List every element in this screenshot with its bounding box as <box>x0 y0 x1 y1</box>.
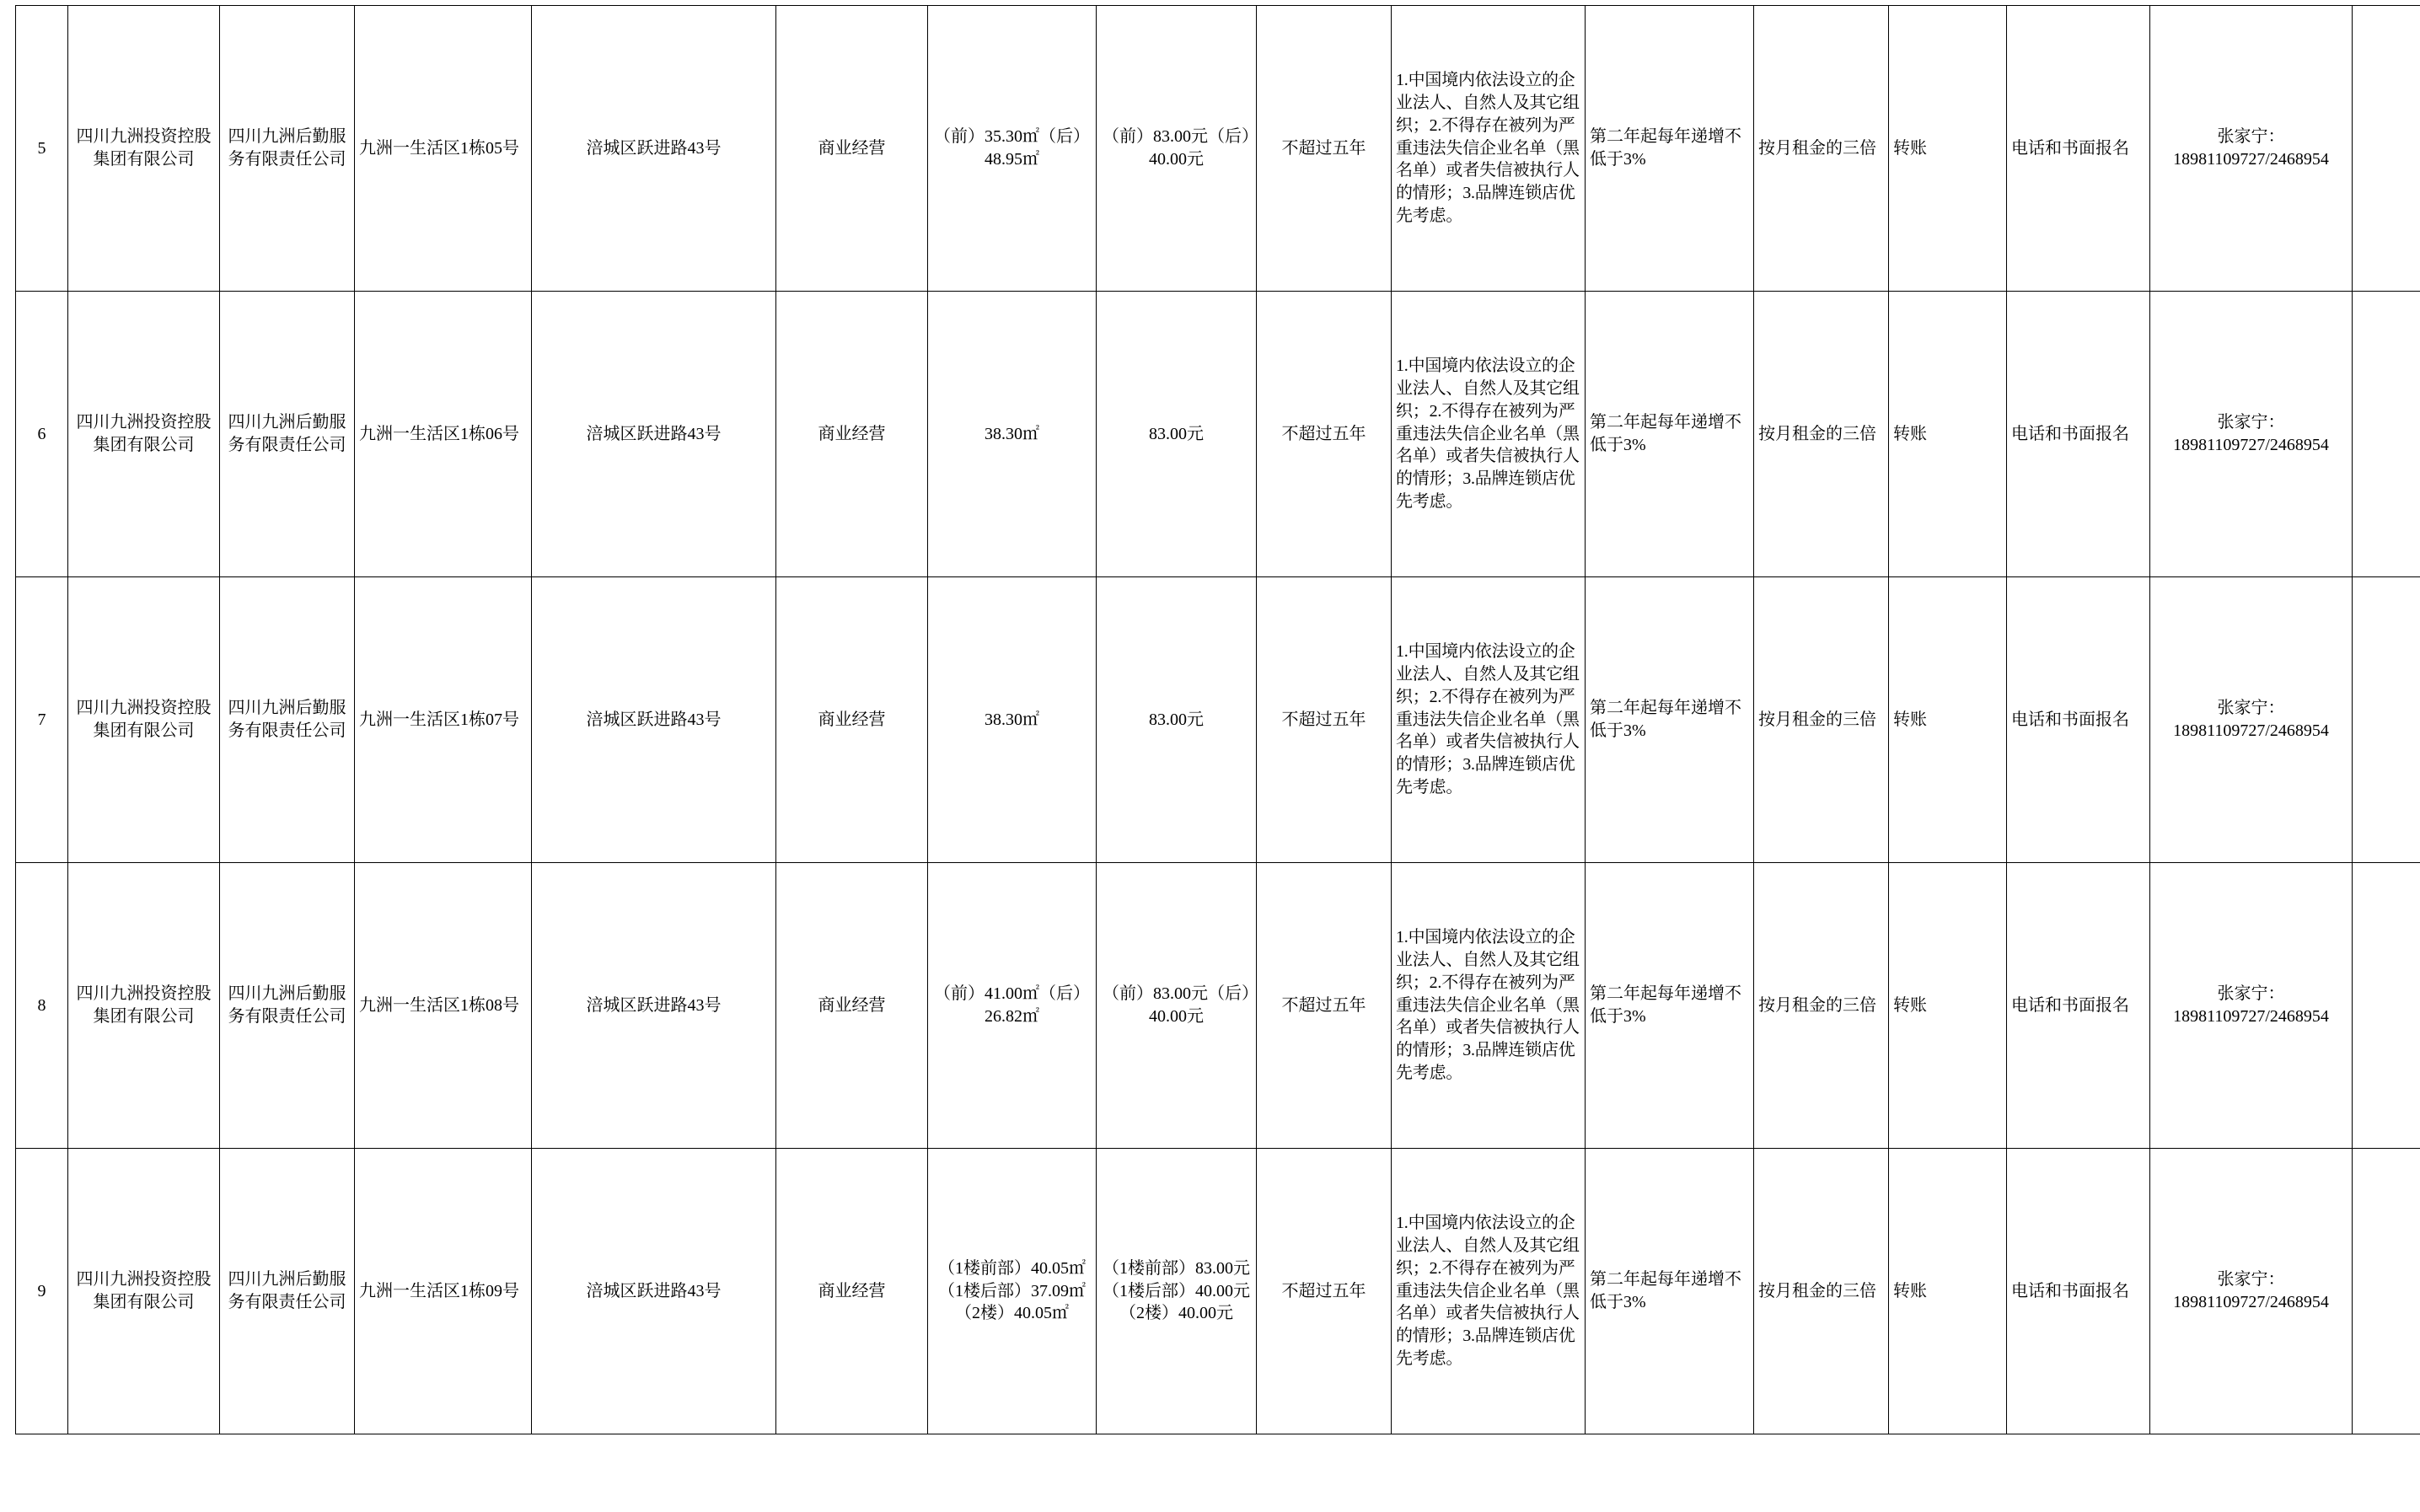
cell-property-name: 九洲一生活区1栋05号 <box>355 6 532 292</box>
cell-usage: 商业经营 <box>776 1149 928 1434</box>
cell-agency: 四川九洲后勤服务有限责任公司 <box>220 6 355 292</box>
cell-agency: 四川九洲后勤服务有限责任公司 <box>220 1149 355 1434</box>
cell-usage: 商业经营 <box>776 577 928 863</box>
cell-property-name: 九洲一生活区1栋07号 <box>355 577 532 863</box>
cell-contact: 张家宁：18981109727/2468954 <box>2150 577 2353 863</box>
cell-address: 涪城区跃进路43号 <box>532 292 776 577</box>
cell-address: 涪城区跃进路43号 <box>532 577 776 863</box>
cell-increase: 第二年起每年递增不低于3% <box>1586 6 1754 292</box>
cell-deposit: 按月租金的三倍 <box>1754 1149 1889 1434</box>
cell-remark <box>2353 863 2420 1149</box>
cell-conditions: 1.中国境内依法设立的企业法人、自然人及其它组织；2.不得存在被列为严重违法失信企业名单（黑名单）或者失信被执行人的情形；3.品牌连锁店优先考虑。 <box>1392 292 1586 577</box>
cell-payment: 转账 <box>1889 6 2007 292</box>
table-body <box>16 6 2420 1434</box>
cell-price: （前）83.00元（后）40.00元 <box>1097 863 1257 1149</box>
cell-contact: 张家宁：18981109727/2468954 <box>2150 1149 2353 1434</box>
cell-price: （前）83.00元（后）40.00元 <box>1097 6 1257 292</box>
cell-remark <box>2353 6 2420 292</box>
cell-index: 7 <box>16 577 68 863</box>
cell-lessor: 四川九洲投资控股集团有限公司 <box>68 577 220 863</box>
cell-address: 涪城区跃进路43号 <box>532 863 776 1149</box>
cell-area: 38.30㎡ <box>928 577 1097 863</box>
cell-increase: 第二年起每年递增不低于3% <box>1586 863 1754 1149</box>
cell-signup: 电话和书面报名 <box>2007 577 2150 863</box>
cell-increase: 第二年起每年递增不低于3% <box>1586 292 1754 577</box>
cell-remark <box>2353 1149 2420 1434</box>
cell-property-name: 九洲一生活区1栋08号 <box>355 863 532 1149</box>
cell-contact: 张家宁：18981109727/2468954 <box>2150 863 2353 1149</box>
cell-price: 83.00元 <box>1097 577 1257 863</box>
cell-increase: 第二年起每年递增不低于3% <box>1586 1149 1754 1434</box>
cell-property-name: 九洲一生活区1栋09号 <box>355 1149 532 1434</box>
cell-address: 涪城区跃进路43号 <box>532 6 776 292</box>
cell-remark <box>2353 292 2420 577</box>
cell-deposit: 按月租金的三倍 <box>1754 577 1889 863</box>
cell-usage: 商业经营 <box>776 6 928 292</box>
cell-payment: 转账 <box>1889 292 2007 577</box>
cell-area: （前）41.00㎡（后）26.82㎡ <box>928 863 1097 1149</box>
cell-agency: 四川九洲后勤服务有限责任公司 <box>220 577 355 863</box>
cell-deposit: 按月租金的三倍 <box>1754 292 1889 577</box>
cell-payment: 转账 <box>1889 863 2007 1149</box>
cell-conditions: 1.中国境内依法设立的企业法人、自然人及其它组织；2.不得存在被列为严重违法失信企业名单（黑名单）或者失信被执行人的情形；3.品牌连锁店优先考虑。 <box>1392 6 1586 292</box>
table-row <box>16 577 2420 863</box>
cell-lessor: 四川九洲投资控股集团有限公司 <box>68 6 220 292</box>
table-row <box>16 1149 2420 1434</box>
cell-deposit: 按月租金的三倍 <box>1754 863 1889 1149</box>
cell-deposit: 按月租金的三倍 <box>1754 6 1889 292</box>
cell-price: 83.00元 <box>1097 292 1257 577</box>
cell-term: 不超过五年 <box>1257 863 1392 1149</box>
cell-area: （1楼前部）40.05㎡（1楼后部）37.09㎡（2楼）40.05㎡ <box>928 1149 1097 1434</box>
cell-lessor: 四川九洲投资控股集团有限公司 <box>68 292 220 577</box>
cell-contact: 张家宁：18981109727/2468954 <box>2150 6 2353 292</box>
cell-payment: 转账 <box>1889 1149 2007 1434</box>
cell-address: 涪城区跃进路43号 <box>532 1149 776 1434</box>
lease-listing-table <box>15 5 2420 1434</box>
cell-usage: 商业经营 <box>776 292 928 577</box>
cell-contact: 张家宁：18981109727/2468954 <box>2150 292 2353 577</box>
cell-signup: 电话和书面报名 <box>2007 863 2150 1149</box>
cell-signup: 电话和书面报名 <box>2007 6 2150 292</box>
cell-area: （前）35.30㎡（后）48.95㎡ <box>928 6 1097 292</box>
cell-price: （1楼前部）83.00元（1楼后部）40.00元（2楼）40.00元 <box>1097 1149 1257 1434</box>
cell-index: 6 <box>16 292 68 577</box>
cell-conditions: 1.中国境内依法设立的企业法人、自然人及其它组织；2.不得存在被列为严重违法失信企业名单（黑名单）或者失信被执行人的情形；3.品牌连锁店优先考虑。 <box>1392 577 1586 863</box>
cell-property-name: 九洲一生活区1栋06号 <box>355 292 532 577</box>
cell-index: 9 <box>16 1149 68 1434</box>
cell-area: 38.30㎡ <box>928 292 1097 577</box>
cell-term: 不超过五年 <box>1257 6 1392 292</box>
table-row <box>16 6 2420 292</box>
cell-term: 不超过五年 <box>1257 1149 1392 1434</box>
cell-index: 5 <box>16 6 68 292</box>
cell-term: 不超过五年 <box>1257 292 1392 577</box>
cell-index: 8 <box>16 863 68 1149</box>
cell-agency: 四川九洲后勤服务有限责任公司 <box>220 292 355 577</box>
cell-signup: 电话和书面报名 <box>2007 1149 2150 1434</box>
cell-conditions: 1.中国境内依法设立的企业法人、自然人及其它组织；2.不得存在被列为严重违法失信企业名单（黑名单）或者失信被执行人的情形；3.品牌连锁店优先考虑。 <box>1392 863 1586 1149</box>
cell-agency: 四川九洲后勤服务有限责任公司 <box>220 863 355 1149</box>
cell-conditions: 1.中国境内依法设立的企业法人、自然人及其它组织；2.不得存在被列为严重违法失信企业名单（黑名单）或者失信被执行人的情形；3.品牌连锁店优先考虑。 <box>1392 1149 1586 1434</box>
cell-increase: 第二年起每年递增不低于3% <box>1586 577 1754 863</box>
cell-payment: 转账 <box>1889 577 2007 863</box>
cell-term: 不超过五年 <box>1257 577 1392 863</box>
cell-remark <box>2353 577 2420 863</box>
table-row <box>16 863 2420 1149</box>
table-row <box>16 292 2420 577</box>
cell-usage: 商业经营 <box>776 863 928 1149</box>
cell-lessor: 四川九洲投资控股集团有限公司 <box>68 1149 220 1434</box>
cell-lessor: 四川九洲投资控股集团有限公司 <box>68 863 220 1149</box>
cell-signup: 电话和书面报名 <box>2007 292 2150 577</box>
